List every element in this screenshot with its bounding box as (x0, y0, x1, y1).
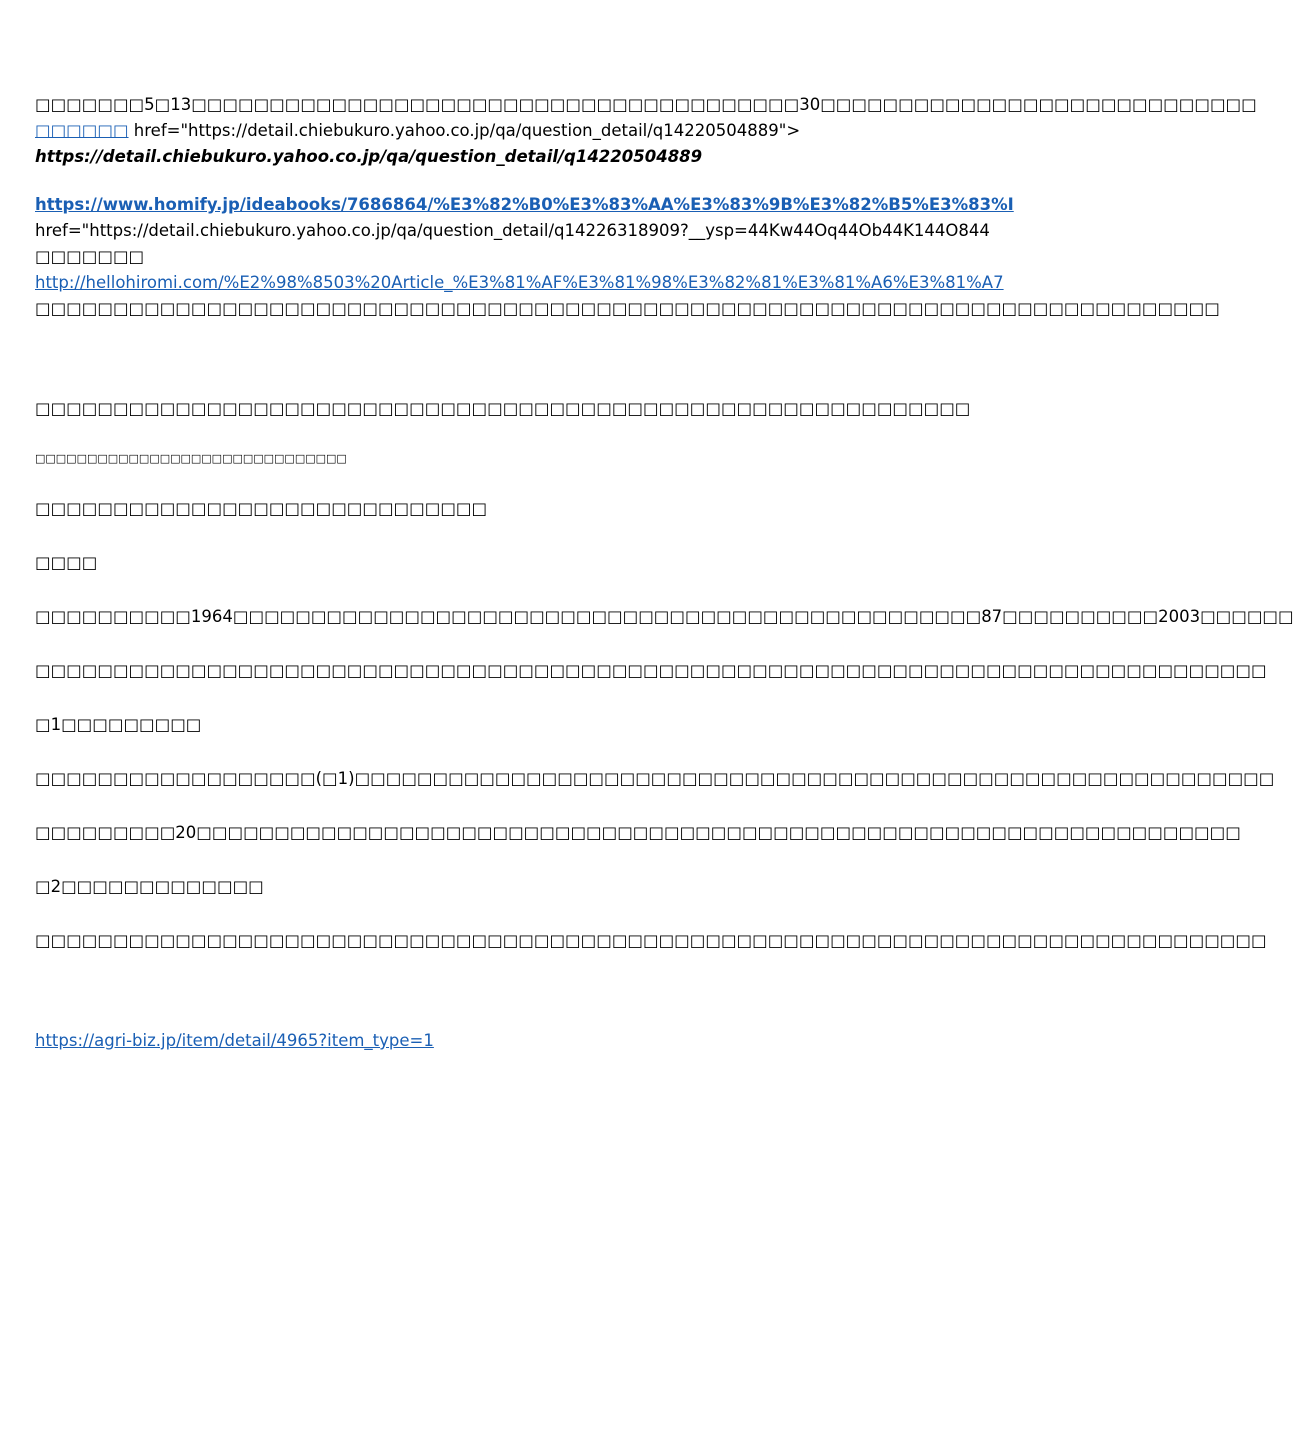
paragraph: □□□□□□□□□□□□□□□□□□□□□□□□□□□□□□□□□□□□□□□□□□□□□□□□□□□□□□□□□□□□□□□□□□□□□□□□□□□□□□□ (35, 931, 1267, 950)
small-paragraph: □□□□□□□□□□□□□□□□□□□□□□□□□□□□□□ (35, 452, 347, 465)
text-link[interactable]: □□□□□□ (35, 121, 129, 140)
paragraph: □□□□□□□□□□□□□□□□□□(□1)□□□□□□□□□□□□□□□□□□□□□□□□□□□□□□□□□□□□□□□□□□□□□□□□□□□□□□□□□□□ (35, 769, 1275, 788)
text-line: □□□□□□□5□13□□□□□□□□□□□□□□□□□□□□□□□□□□□□□□□□□□□□□□□30□□□□□□□□□□□□□□□□□□□□□□□□□□□□ (35, 95, 1257, 114)
section-heading: □1□□□□□□□□□ (35, 715, 202, 734)
document-body (35, 92, 1294, 1054)
section-heading: □□□□ (35, 553, 98, 572)
section-heading: □2□□□□□□□□□□□□□ (35, 877, 264, 896)
text-line: □□□□□□□ (35, 247, 145, 266)
agri-biz-link[interactable]: https://agri-biz.jp/item/detail/4965?item_type=1 (35, 1031, 434, 1050)
text-line: □□□□□□□□□□□□□□□□□□□□□□□□□□□□□□□□□□□□□□□□□□□□□□□□□□□□□□□□□□□□□□□□□□□□□□□□□□□□ (35, 299, 1220, 318)
paragraph: □□□□□□□□□□1964□□□□□□□□□□□□□□□□□□□□□□□□□□□□□□□□□□□□□□□□□□□□□□□□87□□□□□□□□□□2003□□□□□□ (35, 607, 1294, 626)
paragraph: □□□□□□□□□□□□□□□□□□□□□□□□□□□□□ (35, 499, 488, 518)
href-text: href="https://detail.chiebukuro.yahoo.co.jp/qa/question_detail/q14220504889"> (128, 121, 801, 140)
url-heading: https://detail.chiebukuro.yahoo.co.jp/qa/question_detail/q14220504889 (35, 147, 703, 166)
paragraph: □□□□□□□□□□□□□□□□□□□□□□□□□□□□□□□□□□□□□□□□□□□□□□□□□□□□□□□□□□□□ (35, 399, 971, 418)
text-line (35, 118, 990, 144)
paragraph: □□□□□□□□□□□□□□□□□□□□□□□□□□□□□□□□□□□□□□□□□□□□□□□□□□□□□□□□□□□□□□□□□□□□□□□□□□□□□□□ (35, 661, 1267, 680)
hellohiromi-link[interactable]: http://hellohiromi.com/%E2%98%8503%20Article_%E3%81%AF%E3%81%98%E3%82%81%E3%81%A6%E3%81%A7 (35, 273, 1004, 292)
paragraph: □□□□□□□□□20□□□□□□□□□□□□□□□□□□□□□□□□□□□□□□□□□□□□□□□□□□□□□□□□□□□□□□□□□□□□□□□□□□□ (35, 823, 1241, 842)
href-text: href="https://detail.chiebukuro.yahoo.co.jp/qa/question_detail/q14226318909?__ysp=44Kw44Oq44Ob44K144O844 (35, 221, 990, 240)
homify-link[interactable]: https://www.homify.jp/ideabooks/7686864/%E3%82%B0%E3%83%AA%E3%83%9B%E3%82%B5%E3%83%I (35, 195, 1014, 214)
